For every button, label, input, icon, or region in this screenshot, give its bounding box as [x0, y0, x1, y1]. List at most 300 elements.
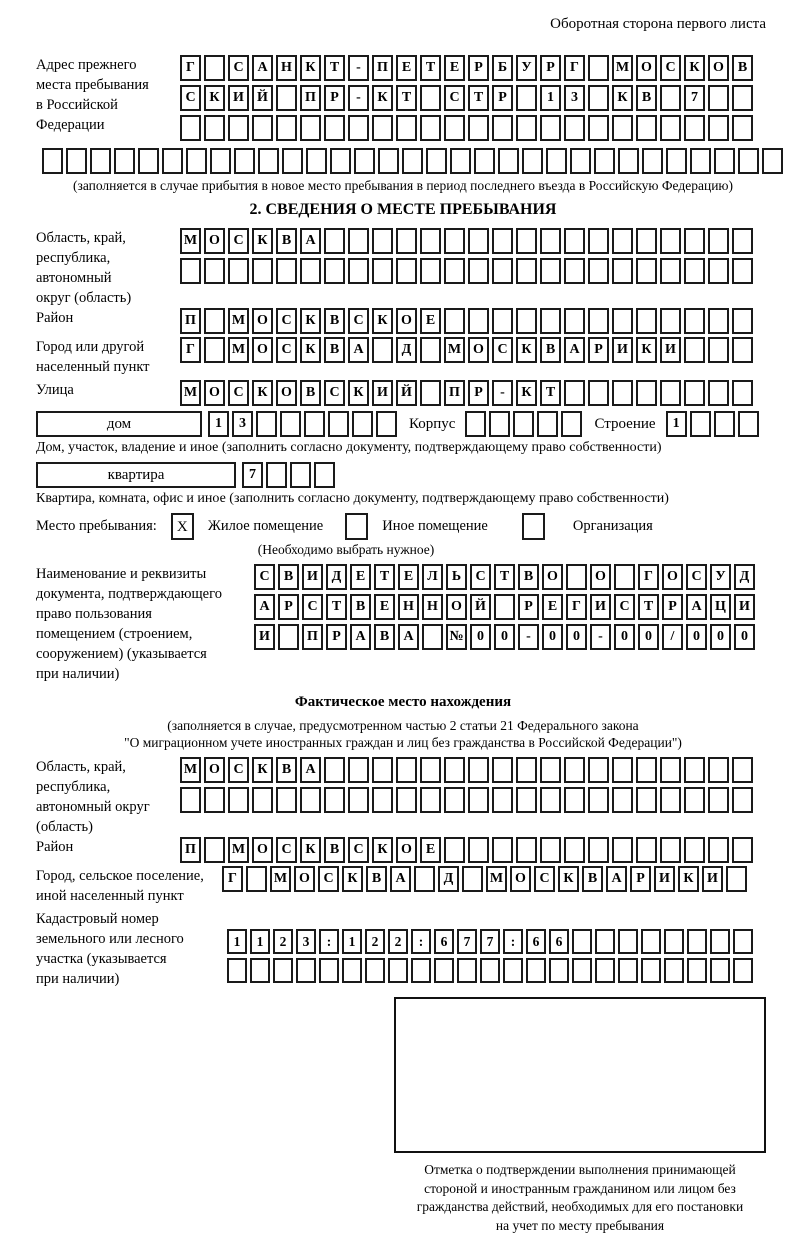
char-cell: [492, 757, 513, 783]
char-cell: И: [302, 564, 323, 590]
char-cell: О: [510, 866, 531, 892]
char-cell: Й: [470, 594, 491, 620]
char-cell: С: [180, 85, 201, 111]
char-cell: 3: [564, 85, 585, 111]
char-cell: В: [374, 624, 395, 650]
stay-type-row: [36, 513, 770, 540]
char-cell: А: [390, 866, 411, 892]
apartment-caption: Квартира, комната, офис и иное (заполнить согласно документу, подтверждающему право собственности): [36, 491, 770, 507]
korpus-label: Корпус: [409, 416, 455, 433]
char-cell: [636, 308, 657, 334]
char-cell: [276, 258, 297, 284]
prev-address-field: [36, 55, 770, 145]
char-cell: [588, 85, 609, 111]
char-cell: [708, 837, 729, 863]
city-label: [36, 337, 180, 377]
char-cell: Т: [326, 594, 347, 620]
char-cell: [636, 115, 657, 141]
char-cell: [396, 228, 417, 254]
char-cell: [66, 148, 87, 174]
char-cell: [660, 85, 681, 111]
char-cell: [516, 308, 537, 334]
char-cell: [228, 115, 249, 141]
char-cell: [733, 958, 753, 983]
char-cell: Р: [278, 594, 299, 620]
char-cell: [280, 411, 301, 437]
cadastral-label: [36, 909, 227, 989]
char-cell: [738, 411, 759, 437]
char-cell: [708, 380, 729, 406]
char-cell: [708, 115, 729, 141]
char-cell: П: [302, 624, 323, 650]
char-cell: [516, 757, 537, 783]
char-cell: [595, 929, 615, 954]
label-line: республика,: [36, 777, 180, 797]
char-cell: 2: [365, 929, 385, 954]
char-cell: [354, 148, 375, 174]
cadastral-field: [36, 909, 770, 989]
char-cell: -: [518, 624, 539, 650]
char-cell: С: [324, 380, 345, 406]
char-cell: К: [204, 85, 225, 111]
street-row: [180, 380, 756, 406]
char-cell: [372, 228, 393, 254]
apartment-number-cells: [242, 462, 338, 488]
char-cell: [376, 411, 397, 437]
char-cell: К: [342, 866, 363, 892]
char-cell: [352, 411, 373, 437]
char-cell: М: [180, 757, 201, 783]
char-cell: Т: [540, 380, 561, 406]
char-cell: Е: [396, 55, 417, 81]
char-cell: Т: [420, 55, 441, 81]
char-cell: 2: [273, 929, 293, 954]
section2-title: 2. СВЕДЕНИЯ О МЕСТЕ ПРЕБЫВАНИЯ: [36, 201, 770, 219]
char-cell: А: [564, 337, 585, 363]
city-field: [36, 337, 770, 377]
char-cell: [588, 757, 609, 783]
char-cell: [314, 462, 335, 488]
char-cell: [300, 787, 321, 813]
char-cell: [411, 958, 431, 983]
char-cell: [540, 837, 561, 863]
char-cell: М: [228, 837, 249, 863]
char-cell: [690, 148, 711, 174]
label-line: места пребывания: [36, 75, 180, 95]
char-cell: О: [204, 380, 225, 406]
caption-line: Отметка о подтверждении выполнения принимающей: [394, 1161, 766, 1180]
char-cell: [561, 411, 582, 437]
char-cell: [204, 258, 225, 284]
char-cell: 7: [684, 85, 705, 111]
char-cell: С: [318, 866, 339, 892]
street-label: Улица: [36, 380, 180, 400]
char-cell: №: [446, 624, 467, 650]
char-cell: [687, 929, 707, 954]
char-cell: 7: [457, 929, 477, 954]
char-cell: [732, 757, 753, 783]
actual-location-note-1: (заполняется в случае, предусмотренном частью 2 статьи 21 Федерального закона: [36, 717, 770, 734]
organization-checkbox: [522, 513, 545, 540]
label-line: Область, край,: [36, 757, 180, 777]
char-cell: [468, 757, 489, 783]
char-cell: [300, 115, 321, 141]
actual-city-label: [36, 866, 222, 906]
char-cell: [564, 115, 585, 141]
char-cell: О: [446, 594, 467, 620]
label-line: Город или другой: [36, 337, 180, 357]
label-line: (область): [36, 817, 180, 837]
char-cell: [180, 258, 201, 284]
region-row-1: [180, 228, 756, 254]
char-cell: Д: [326, 564, 347, 590]
char-cell: [252, 787, 273, 813]
char-cell: К: [348, 380, 369, 406]
char-cell: [540, 258, 561, 284]
char-cell: [210, 148, 231, 174]
char-cell: 0: [542, 624, 563, 650]
char-cell: [660, 308, 681, 334]
char-cell: 0: [710, 624, 731, 650]
char-cell: [537, 411, 558, 437]
char-cell: [612, 380, 633, 406]
char-cell: [684, 337, 705, 363]
char-cell: [348, 757, 369, 783]
char-cell: 0: [470, 624, 491, 650]
char-cell: [732, 380, 753, 406]
actual-district-row: [180, 837, 756, 863]
char-cell: [572, 929, 592, 954]
char-cell: [324, 258, 345, 284]
actual-city-row: [222, 866, 750, 892]
char-cell: [258, 148, 279, 174]
apartment-row: [36, 462, 770, 488]
char-cell: Т: [468, 85, 489, 111]
char-cell: [641, 929, 661, 954]
char-cell: [684, 115, 705, 141]
page-corner-note: Оборотная сторона первого листа: [36, 16, 770, 33]
char-cell: [684, 757, 705, 783]
char-cell: [492, 837, 513, 863]
char-cell: Т: [374, 564, 395, 590]
char-cell: В: [324, 837, 345, 863]
char-cell: [588, 787, 609, 813]
label-line: Область, край,: [36, 228, 180, 248]
char-cell: К: [372, 85, 393, 111]
char-cell: [498, 148, 519, 174]
char-cell: Е: [398, 564, 419, 590]
char-cell: [480, 958, 500, 983]
char-cell: [162, 148, 183, 174]
char-cell: [660, 115, 681, 141]
char-cell: Д: [734, 564, 755, 590]
char-cell: [503, 958, 523, 983]
char-cell: [396, 258, 417, 284]
char-cell: С: [492, 337, 513, 363]
char-cell: [114, 148, 135, 174]
char-cell: [726, 866, 747, 892]
char-cell: Р: [540, 55, 561, 81]
char-cell: О: [294, 866, 315, 892]
actual-location-title: Фактическое место нахождения: [36, 694, 770, 711]
char-cell: 6: [526, 929, 546, 954]
char-cell: [732, 787, 753, 813]
char-cell: 1: [250, 929, 270, 954]
char-cell: К: [684, 55, 705, 81]
char-cell: С: [276, 837, 297, 863]
char-cell: Г: [222, 866, 243, 892]
char-cell: А: [686, 594, 707, 620]
char-cell: [468, 308, 489, 334]
char-cell: [296, 958, 316, 983]
char-cell: Ь: [446, 564, 467, 590]
char-cell: А: [606, 866, 627, 892]
char-cell: [684, 787, 705, 813]
district-label: Район: [36, 308, 180, 328]
char-cell: [516, 787, 537, 813]
char-cell: Д: [396, 337, 417, 363]
char-cell: [614, 564, 635, 590]
char-cell: 6: [434, 929, 454, 954]
char-cell: [468, 787, 489, 813]
char-cell: [708, 258, 729, 284]
char-cell: [710, 958, 730, 983]
char-cell: [516, 228, 537, 254]
char-cell: Р: [326, 624, 347, 650]
char-cell: Д: [438, 866, 459, 892]
char-cell: О: [396, 837, 417, 863]
char-cell: Е: [350, 564, 371, 590]
char-cell: [252, 115, 273, 141]
char-cell: [204, 55, 225, 81]
char-cell: П: [444, 380, 465, 406]
char-cell: [420, 85, 441, 111]
char-cell: [276, 85, 297, 111]
char-cell: [324, 115, 345, 141]
char-cell: К: [300, 308, 321, 334]
confirmation-mark-caption: [394, 1161, 766, 1235]
actual-district-field: [36, 837, 770, 863]
char-cell: [684, 308, 705, 334]
char-cell: [402, 148, 423, 174]
char-cell: О: [396, 308, 417, 334]
cadastral-grid: [227, 929, 756, 987]
actual-region-row-2: [180, 787, 756, 813]
char-cell: П: [180, 837, 201, 863]
char-cell: [468, 115, 489, 141]
char-cell: [278, 624, 299, 650]
label-line: автономный: [36, 268, 180, 288]
region-label: [36, 228, 180, 308]
char-cell: [266, 462, 287, 488]
char-cell: [708, 308, 729, 334]
char-cell: И: [372, 380, 393, 406]
label-line: республика,: [36, 248, 180, 268]
char-cell: [365, 958, 385, 983]
char-cell: [612, 787, 633, 813]
char-cell: Г: [566, 594, 587, 620]
char-cell: [494, 594, 515, 620]
actual-region-label: [36, 757, 180, 837]
char-cell: -: [348, 85, 369, 111]
actual-region-grid: [180, 757, 756, 817]
char-cell: [708, 337, 729, 363]
char-cell: [710, 929, 730, 954]
label-line: Город, сельское поселение,: [36, 866, 222, 886]
char-cell: О: [542, 564, 563, 590]
char-cell: [708, 757, 729, 783]
char-cell: [462, 866, 483, 892]
char-cell: И: [734, 594, 755, 620]
char-cell: [348, 787, 369, 813]
char-cell: Р: [662, 594, 683, 620]
char-cell: В: [732, 55, 753, 81]
char-cell: [733, 929, 753, 954]
char-cell: [276, 115, 297, 141]
char-cell: М: [180, 228, 201, 254]
char-cell: [516, 115, 537, 141]
char-cell: К: [678, 866, 699, 892]
house-number-cells: [208, 411, 400, 437]
char-cell: В: [518, 564, 539, 590]
char-cell: В: [324, 308, 345, 334]
char-cell: П: [372, 55, 393, 81]
char-cell: [566, 564, 587, 590]
label-line: Адрес прежнего: [36, 55, 180, 75]
prev-address-row-1: [180, 55, 756, 81]
residential-option-label: Жилое помещение: [208, 518, 323, 535]
char-cell: [348, 228, 369, 254]
char-cell: Р: [468, 380, 489, 406]
char-cell: [474, 148, 495, 174]
char-cell: Р: [324, 85, 345, 111]
region-row-2: [180, 258, 756, 284]
char-cell: 1: [540, 85, 561, 111]
char-cell: [396, 115, 417, 141]
char-cell: [636, 258, 657, 284]
char-cell: [492, 258, 513, 284]
char-cell: [234, 148, 255, 174]
char-cell: С: [276, 308, 297, 334]
label-line: земельного или лесного: [36, 929, 227, 949]
char-cell: 1: [227, 929, 247, 954]
char-cell: [612, 258, 633, 284]
char-cell: [372, 258, 393, 284]
char-cell: [588, 228, 609, 254]
char-cell: [690, 411, 711, 437]
char-cell: [618, 929, 638, 954]
char-cell: С: [534, 866, 555, 892]
char-cell: Л: [422, 564, 443, 590]
korpus-cells: [465, 411, 585, 437]
prev-address-note: (заполняется в случае прибытия в новое место пребывания в период последнего въезда в Российскую Федерацию): [36, 178, 770, 194]
char-cell: [444, 115, 465, 141]
char-cell: [444, 308, 465, 334]
char-cell: М: [486, 866, 507, 892]
char-cell: [732, 837, 753, 863]
char-cell: [330, 148, 351, 174]
char-cell: [636, 380, 657, 406]
char-cell: [372, 787, 393, 813]
char-cell: [570, 148, 591, 174]
char-cell: [372, 337, 393, 363]
char-cell: В: [636, 85, 657, 111]
char-cell: [90, 148, 111, 174]
char-cell: [660, 757, 681, 783]
char-cell: [564, 787, 585, 813]
actual-region-row-1: [180, 757, 756, 783]
char-cell: В: [276, 757, 297, 783]
char-cell: [660, 258, 681, 284]
char-cell: Т: [396, 85, 417, 111]
char-cell: [276, 787, 297, 813]
char-cell: [641, 958, 661, 983]
char-cell: [572, 958, 592, 983]
char-cell: [422, 624, 443, 650]
char-cell: М: [270, 866, 291, 892]
char-cell: :: [411, 929, 431, 954]
document-row-3: [254, 624, 758, 650]
char-cell: В: [278, 564, 299, 590]
char-cell: [540, 308, 561, 334]
document-label: [36, 564, 254, 684]
prev-address-row-2: [180, 85, 756, 111]
char-cell: 1: [342, 929, 362, 954]
char-cell: В: [540, 337, 561, 363]
char-cell: И: [660, 337, 681, 363]
char-cell: Е: [444, 55, 465, 81]
house-caption: Дом, участок, владение и иное (заполнить согласно документу, подтверждающему право собственности): [36, 440, 770, 456]
char-cell: О: [636, 55, 657, 81]
char-cell: [612, 115, 633, 141]
char-cell: [468, 258, 489, 284]
char-cell: [708, 228, 729, 254]
region-field: [36, 228, 770, 308]
char-cell: -: [348, 55, 369, 81]
char-cell: [372, 115, 393, 141]
char-cell: 3: [232, 411, 253, 437]
char-cell: У: [516, 55, 537, 81]
char-cell: Е: [374, 594, 395, 620]
char-cell: [246, 866, 267, 892]
char-cell: К: [300, 337, 321, 363]
char-cell: [549, 958, 569, 983]
char-cell: [660, 228, 681, 254]
char-cell: [204, 787, 225, 813]
char-cell: Р: [492, 85, 513, 111]
char-cell: [465, 411, 486, 437]
char-cell: [227, 958, 247, 983]
char-cell: [618, 958, 638, 983]
char-cell: [444, 837, 465, 863]
street-field: [36, 380, 770, 406]
char-cell: [684, 837, 705, 863]
char-cell: [42, 148, 63, 174]
char-cell: [564, 837, 585, 863]
char-cell: [324, 787, 345, 813]
char-cell: [564, 258, 585, 284]
char-cell: [540, 787, 561, 813]
char-cell: С: [660, 55, 681, 81]
char-cell: К: [372, 837, 393, 863]
char-cell: [304, 411, 325, 437]
char-cell: С: [228, 757, 249, 783]
label-line: населенный пункт: [36, 357, 180, 377]
char-cell: Е: [542, 594, 563, 620]
cadastral-row-1: [227, 929, 756, 954]
confirmation-mark-area: [394, 997, 766, 1235]
char-cell: /: [662, 624, 683, 650]
